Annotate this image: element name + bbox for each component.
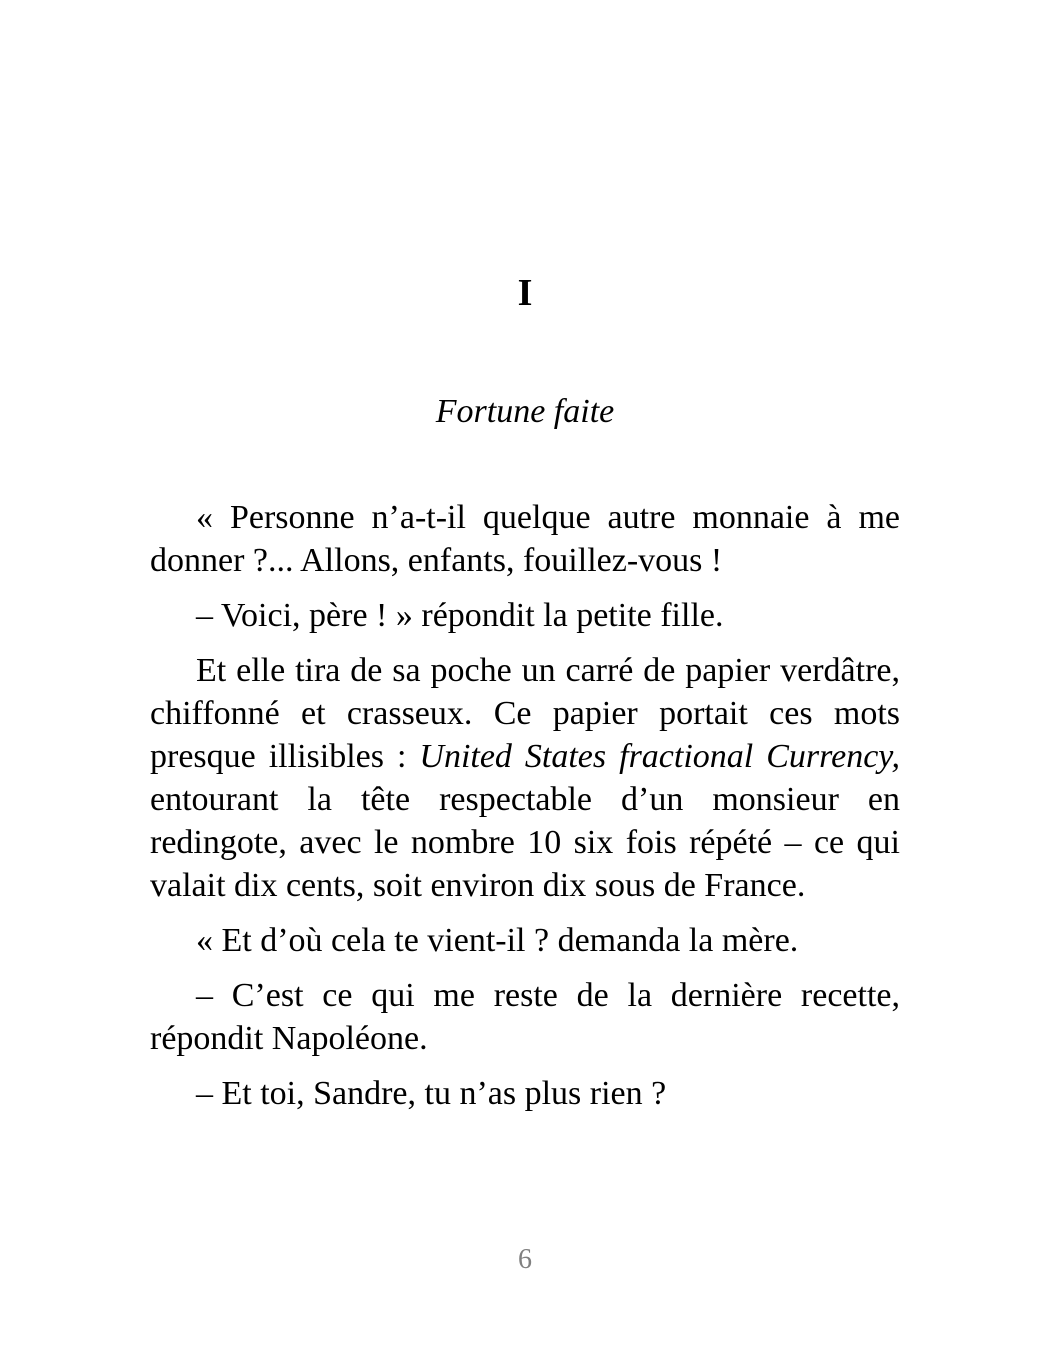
paragraph-5: – C’est ce qui me reste de la dernière recette, répondit Napoléone. <box>150 977 900 1057</box>
paragraph-1: « Personne n’a-t-il quelque autre monnaie à me donner ?... Allons, enfants, fouillez-vous ! <box>150 499 900 579</box>
paragraph-6: – Et toi, Sandre, tu n’as plus rien ? <box>196 1075 667 1112</box>
chapter-number: I <box>517 272 533 314</box>
paragraph-3-text-after: entourant la tête respectable d’un monsieur en redingote, avec le nombre 10 six fois répété – ce qui valait dix cents, soit environ dix sous de France. <box>150 781 900 904</box>
paragraph-3-italic-phrase: United States fractional Currency, <box>419 738 900 775</box>
page-number: 6 <box>518 1244 532 1275</box>
paragraph-3 <box>150 649 900 907</box>
chapter-body <box>150 496 900 1115</box>
paragraph-4: « Et d’où cela te vient-il ? demanda la mère. <box>196 922 799 959</box>
paragraph-3-text-before: Et elle tira de sa poche un carré de papier verdâtre, chiffonné et crasseux. Ce papier portait ces mots presque illisibles : <box>150 652 900 775</box>
chapter-title: Fortune faite <box>435 393 615 430</box>
paragraph-2: – Voici, père ! » répondit la petite fille. <box>196 597 724 634</box>
